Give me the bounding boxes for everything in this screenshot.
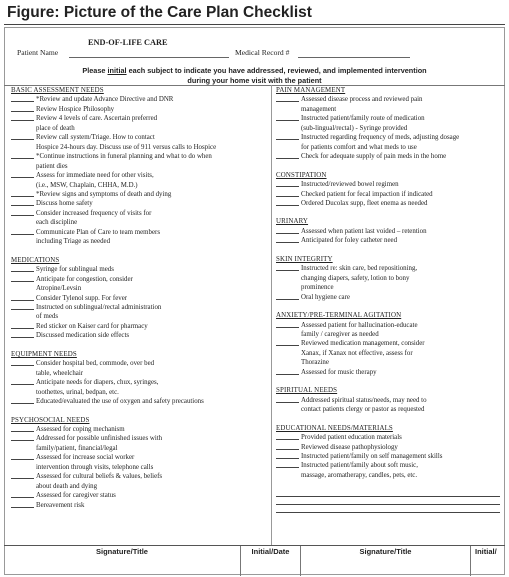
initial-blank[interactable] bbox=[11, 133, 34, 140]
blank-line[interactable] bbox=[276, 489, 500, 497]
initial-blank[interactable] bbox=[11, 228, 34, 235]
item-text-continued: place of death bbox=[36, 124, 75, 132]
initial-blank[interactable] bbox=[276, 95, 299, 102]
item-text: Syringe for sublingual meds bbox=[36, 266, 114, 274]
item-text-continued: Xanax, if Xanax not effective, assess for bbox=[301, 349, 413, 357]
figure-title: Figure: Picture of the Care Plan Checklist bbox=[4, 3, 505, 25]
checklist-item bbox=[11, 453, 267, 462]
initial-blank[interactable] bbox=[11, 322, 34, 329]
left-column bbox=[11, 86, 267, 519]
checklist-item bbox=[11, 294, 267, 303]
signature-column[interactable]: Signature/Title bbox=[4, 546, 241, 576]
initial-blank[interactable] bbox=[11, 425, 34, 432]
initial-blank[interactable] bbox=[276, 190, 299, 197]
section-heading: PAIN MANAGEMENT bbox=[276, 87, 346, 94]
initial-blank[interactable] bbox=[276, 396, 299, 403]
checklist-item bbox=[11, 472, 267, 481]
section-urinary bbox=[276, 217, 504, 245]
checklist-item bbox=[11, 491, 267, 500]
section-heading: SPIRITUAL NEEDS bbox=[276, 387, 338, 395]
item-text-continued: intervention through visits, telephone calls bbox=[36, 463, 154, 471]
item-text: Check for adequate supply of pain meds in the home bbox=[301, 153, 447, 161]
section-heading: ANXIETY/PRE-TERMINAL AGITATION bbox=[276, 312, 402, 320]
checklist-item bbox=[276, 199, 504, 208]
item-text: Assessed for coping mechanism bbox=[36, 425, 125, 433]
item-text: Discussed medication side effects bbox=[36, 332, 130, 340]
item-text: Assessed patient for hallucination-educate bbox=[301, 321, 418, 329]
section-heading: EQUIPMENT NEEDS bbox=[11, 350, 77, 358]
item-text: Checked patient for fecal impaction if indicated bbox=[301, 190, 433, 198]
checklist-item bbox=[11, 322, 267, 331]
checklist-item bbox=[11, 228, 267, 237]
item-text: Assessed for increase social worker bbox=[36, 454, 135, 462]
section-heading: EDUCATIONAL NEEDS/MATERIALS bbox=[276, 424, 393, 432]
initial-blank[interactable] bbox=[11, 472, 34, 479]
checklist-item bbox=[11, 199, 267, 208]
item-text-continued: family/patient, financial/legal bbox=[36, 444, 118, 452]
checklist-item bbox=[276, 452, 504, 461]
section-skin-integrity bbox=[276, 255, 504, 302]
item-text: Anticipate needs for diapers, chux, syringes, bbox=[36, 379, 159, 387]
item-text: Oral hygiene care bbox=[301, 293, 350, 301]
initial-blank[interactable] bbox=[11, 397, 34, 404]
initial-blank[interactable] bbox=[276, 368, 299, 375]
item-text: Instructed on sublingual/rectal administration bbox=[36, 303, 162, 311]
initial-blank[interactable] bbox=[276, 152, 299, 159]
initial-blank[interactable] bbox=[11, 265, 34, 272]
checklist-item bbox=[11, 190, 267, 199]
item-text-continued: including Triage as needed bbox=[36, 238, 111, 246]
section-constipation bbox=[276, 171, 504, 209]
item-text: Assessed for cultural beliefs & values, beliefs bbox=[36, 473, 163, 481]
checklist-item bbox=[276, 95, 504, 104]
item-text: Assessed disease process and reviewed pain bbox=[301, 96, 423, 104]
initial-blank[interactable] bbox=[11, 491, 34, 498]
checklist-item bbox=[11, 397, 267, 406]
initial-blank[interactable] bbox=[276, 264, 299, 271]
checklist-item bbox=[276, 133, 504, 142]
checklist-item bbox=[11, 501, 267, 510]
initial-blank[interactable] bbox=[11, 294, 34, 301]
checklist-item bbox=[276, 396, 504, 405]
initial-blank[interactable] bbox=[11, 359, 34, 366]
item-text: Instructed/reviewed bowel regimen bbox=[301, 181, 399, 189]
item-text: Communicate Plan of Care to team members bbox=[36, 228, 160, 236]
initial-blank[interactable] bbox=[11, 105, 34, 112]
checklist-item bbox=[276, 433, 504, 442]
checklist-item bbox=[276, 180, 504, 189]
item-text-continued: patient dies bbox=[36, 162, 68, 170]
checklist-item bbox=[11, 425, 267, 434]
section-anxiety-pre-terminal-agitation bbox=[276, 311, 504, 377]
checklist-item bbox=[276, 339, 504, 348]
initial-blank[interactable] bbox=[11, 209, 34, 216]
checklist-item bbox=[11, 95, 267, 104]
section-educational-needs-materials bbox=[276, 424, 504, 481]
item-text: Red sticker on Kaiser card for pharmacy bbox=[36, 322, 148, 330]
initial-date-column[interactable]: Initial/ bbox=[475, 547, 497, 556]
item-text: Review call system/Triage. How to contact bbox=[36, 134, 155, 142]
blank-line[interactable] bbox=[276, 505, 500, 513]
item-text-continued: for patients comfort and what meds to use bbox=[301, 143, 417, 151]
item-text-continued: changing diapers, safety, lotion to bony bbox=[301, 274, 410, 282]
initial-blank[interactable] bbox=[276, 293, 299, 300]
item-text: Provided patient education materials bbox=[301, 434, 402, 442]
checklist-item bbox=[276, 236, 504, 245]
section-heading: PSYCHOSOCIAL NEEDS bbox=[11, 416, 90, 424]
checklist-item bbox=[11, 331, 267, 340]
checklist-item bbox=[276, 443, 504, 452]
item-text-continued: massage, aromatherapy, candles, pets, etc. bbox=[301, 471, 418, 479]
column-divider bbox=[271, 85, 272, 545]
section-equipment-needs bbox=[11, 350, 267, 407]
initial-blank[interactable] bbox=[276, 236, 299, 243]
patient-name-field[interactable] bbox=[69, 57, 229, 58]
item-text: *Review and update Advance Directive and DNR bbox=[36, 96, 174, 104]
initial-blank[interactable] bbox=[276, 452, 299, 459]
patient-name-label: Patient Name bbox=[17, 48, 59, 57]
item-text: Anticipate for congestion, consider bbox=[36, 275, 133, 283]
checklist-item bbox=[11, 303, 267, 312]
checklist-item bbox=[11, 265, 267, 274]
section-heading: SKIN INTEGRITY bbox=[276, 255, 333, 263]
checklist-item bbox=[11, 171, 267, 180]
item-text: Consider increased frequency of visits for bbox=[36, 209, 152, 217]
initial-blank[interactable] bbox=[276, 443, 299, 450]
section-basic-assessment-needs bbox=[11, 86, 267, 247]
checklist-item bbox=[11, 209, 267, 218]
item-text: Instructed patient/family on self management skills bbox=[301, 452, 443, 460]
item-text: *Review signs and symptoms of death and dying bbox=[36, 190, 172, 198]
item-text: *Continue instructions in funeral planning and what to do when bbox=[36, 153, 212, 161]
checklist-item bbox=[276, 264, 504, 273]
blank-line[interactable] bbox=[276, 497, 500, 505]
item-text: Anticipated for foley catheter need bbox=[301, 237, 398, 245]
initial-blank[interactable] bbox=[11, 95, 34, 102]
item-text: Discuss home safety bbox=[36, 200, 93, 208]
item-text-continued: each discipline bbox=[36, 219, 78, 227]
item-text-continued: prominence bbox=[301, 284, 334, 292]
item-text-continued: Atropine/Levsin bbox=[36, 285, 82, 293]
initial-blank[interactable] bbox=[11, 199, 34, 206]
section-spiritual-needs bbox=[276, 386, 504, 414]
initial-blank[interactable] bbox=[11, 331, 34, 338]
item-text-continued: Thorazine bbox=[301, 359, 329, 367]
checklist-item bbox=[276, 461, 504, 470]
section-heading: BASIC ASSESSMENT NEEDS bbox=[11, 87, 104, 94]
checklist-item bbox=[11, 133, 267, 142]
item-text: Reviewed disease pathophysiology bbox=[301, 443, 398, 451]
section-heading: MEDICATIONS bbox=[11, 256, 60, 264]
initial-blank[interactable] bbox=[11, 453, 34, 460]
initial-blank[interactable] bbox=[276, 461, 299, 468]
initial-blank[interactable] bbox=[11, 303, 34, 310]
initial-blank[interactable] bbox=[11, 378, 34, 385]
initial-blank[interactable] bbox=[11, 275, 34, 282]
item-text: Assessed for music therapy bbox=[301, 368, 377, 376]
item-text: Ordered Ducolax supp, fleet enema as needed bbox=[301, 199, 428, 207]
initial-blank[interactable] bbox=[11, 501, 34, 508]
item-text: Consider hospital bed, commode, over bed bbox=[36, 360, 155, 368]
initial-blank[interactable] bbox=[11, 434, 34, 441]
item-text-continued: contact patients clergy or pastor as requested bbox=[301, 406, 425, 414]
checklist-item bbox=[11, 359, 267, 368]
checklist-item bbox=[276, 227, 504, 236]
item-text-continued: about death and dying bbox=[36, 482, 98, 490]
checklist-item bbox=[276, 114, 504, 123]
item-text: Review Hospice Philosophy bbox=[36, 105, 115, 113]
item-text: Instructed regarding frequency of meds, adjusting dosage bbox=[301, 134, 460, 142]
checklist-item bbox=[276, 368, 504, 377]
checklist-item bbox=[11, 378, 267, 387]
section-pain-management bbox=[276, 86, 504, 162]
item-text: Reviewed medication management, consider bbox=[301, 340, 425, 348]
right-column bbox=[276, 86, 504, 513]
item-text-continued: management bbox=[301, 105, 337, 113]
item-text: Addressed for possible unfinished issues with bbox=[36, 435, 163, 443]
initial-blank[interactable] bbox=[11, 114, 34, 121]
initial-blank[interactable] bbox=[276, 321, 299, 328]
initial-blank[interactable] bbox=[276, 180, 299, 187]
checklist-item bbox=[11, 275, 267, 284]
section-psychosocial-needs bbox=[11, 416, 267, 511]
initial-blank[interactable] bbox=[276, 114, 299, 121]
item-text: Review 4 levels of care. Ascertain preferred bbox=[36, 115, 158, 123]
section-heading: CONSTIPATION bbox=[276, 171, 327, 179]
initial-blank[interactable] bbox=[276, 199, 299, 206]
checklist-item bbox=[11, 434, 267, 443]
checklist-item bbox=[276, 321, 504, 330]
checklist-item bbox=[11, 105, 267, 114]
item-text-continued: table, wheelchair bbox=[36, 369, 84, 377]
item-text-continued: toothettes, urinal, bedpan, etc. bbox=[36, 388, 119, 396]
item-text-continued: (i.e., MSW, Chaplain, CHHA, M.D.) bbox=[36, 181, 138, 189]
patient-info-row bbox=[17, 48, 495, 60]
item-text: Bereavement risk bbox=[36, 501, 85, 509]
item-text-continued: Hospice 24-hours day. Discuss use of 911 versus calls to Hospice bbox=[36, 143, 217, 151]
checklist-item bbox=[276, 152, 504, 161]
initial-date-column[interactable]: Initial/Date bbox=[241, 546, 301, 576]
initial-blank[interactable] bbox=[276, 433, 299, 440]
item-text: Assess for immediate need for other visits, bbox=[36, 172, 154, 180]
signature-table bbox=[4, 545, 505, 575]
medical-record-label: Medical Record # bbox=[235, 48, 290, 57]
form-heading: END-OF-LIFE CARE bbox=[88, 38, 168, 47]
section-heading: URINARY bbox=[276, 218, 309, 226]
initial-blank[interactable] bbox=[11, 171, 34, 178]
instructions: Please initial each subject to indicate you have addressed, reviewed, and implemented intervention during your home visit with the patient bbox=[82, 66, 427, 85]
checklist-item bbox=[276, 190, 504, 199]
item-text: Addressed spiritual status/needs, may need to bbox=[301, 396, 427, 404]
item-text: Educated/evaluated the use of oxygen and safety precautions bbox=[36, 398, 204, 406]
item-text: Instructed re: skin care, bed repositioning, bbox=[301, 265, 418, 273]
section-medications bbox=[11, 256, 267, 341]
item-text: Assessed for caregiver status bbox=[36, 492, 116, 500]
item-text: Consider Tylenol supp. For fever bbox=[36, 294, 128, 302]
medical-record-field[interactable] bbox=[298, 57, 410, 58]
item-text-continued: (sub-lingual/rectal) - Syringe provided bbox=[301, 124, 408, 132]
initial-blank[interactable] bbox=[276, 133, 299, 140]
initial-blank[interactable] bbox=[11, 152, 34, 159]
item-text-continued: family / caregiver as needed bbox=[301, 330, 379, 338]
checklist-item bbox=[276, 293, 504, 302]
item-text: Instructed patient/family about soft music, bbox=[301, 462, 418, 470]
checklist-item bbox=[11, 152, 267, 161]
item-text-continued: of meds bbox=[36, 313, 59, 321]
item-text: Assessed when patient last voided – retention bbox=[301, 227, 427, 235]
initial-blank[interactable] bbox=[11, 190, 34, 197]
item-text: Instructed patient/family route of medication bbox=[301, 115, 425, 123]
initial-blank[interactable] bbox=[276, 339, 299, 346]
checklist-item bbox=[11, 114, 267, 123]
signature-column[interactable]: Signature/Title bbox=[301, 546, 471, 576]
initial-blank[interactable] bbox=[276, 227, 299, 234]
